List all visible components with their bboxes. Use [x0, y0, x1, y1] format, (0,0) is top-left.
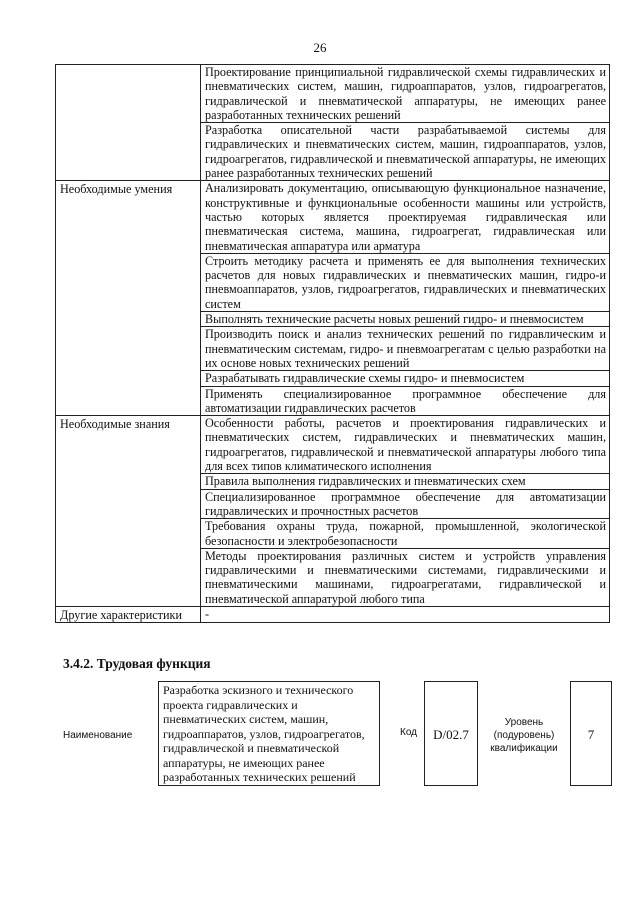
level-label-line-1: Уровень [504, 717, 544, 728]
row-label: Необходимые умения [56, 181, 201, 416]
table-row [56, 181, 610, 253]
table-row [56, 606, 610, 622]
row-item: Разрабатывать гидравлические схемы гидро- и пневмосистем [201, 371, 610, 386]
level-label-line-2: (подуровень) [493, 730, 555, 741]
skills-table [55, 64, 610, 623]
code-label: Код [400, 727, 418, 738]
section-title: 3.4.2. Трудовая функция [63, 656, 211, 671]
table-row [56, 65, 610, 123]
page-number: 26 [313, 40, 327, 55]
row-item: Выполнять технические расчеты новых решений гидро- и пневмосистем [201, 312, 610, 327]
name-label: Наименование [63, 730, 133, 741]
table-row [56, 416, 610, 474]
row-item: Строить методику расчета и применять ее для выполнения технических расчетов для новых гидравлических и пневматических машин, гидро-и пневмоаппаратов, узлов, гидроагрегатов, гидравлических и пневматических систем [201, 253, 610, 311]
function-name: Разработка эскизного и технического проекта гидравлических и пневматических систем, машин, гидроаппаратов, узлов, гидроагрегатов, гидравлической и пневматической аппаратуры, не имеющих ранее разработанных технических решений [158, 681, 380, 786]
row-item: Применять специализированное программное обеспечение для автоматизации гидравлических расчетов [201, 386, 610, 416]
row-label: Другие характеристики [56, 606, 201, 622]
row-item: Особенности работы, расчетов и проектирования гидравлических и пневматических систем, гидравлических и пневматических машин, гидроагрегатов, гидравлической и пневматической аппаратуры любого типа для всех типов климатического исполнения [201, 416, 610, 474]
function-code: D/02.7 [424, 681, 478, 786]
row-label [56, 65, 201, 181]
row-label: Необходимые знания [56, 416, 201, 607]
qualification-level: 7 [570, 681, 612, 786]
row-item: Анализировать документацию, описывающую функциональное назначение, конструктивные и функциональные особенности машины или устройств, частью которых является проектируемая гидравлическая или пневматическая система, машина, гидроагрегат, гидравлическая или пневматическая аппаратура или арматура [201, 181, 610, 253]
row-item: Производить поиск и анализ технических решений по гидравлическим и пневматическим системам, гидро- и пневмоагрегатам с целью разработки на их основе новых технических решений [201, 327, 610, 371]
row-item: Требования охраны труда, пожарной, промышленной, экологической безопасности и электробезопасности [201, 519, 610, 549]
row-item: - [201, 606, 610, 622]
row-item: Специализированное программное обеспечение для автоматизации гидравлических и прочностных расчетов [201, 489, 610, 519]
row-item: Проектирование принципиальной гидравлической схемы гидравлических и пневматических систем, машин, гидроаппаратов, узлов, гидроагрегатов, гидравлической и пневматической аппаратуры, не имеющих ранее разработанных технических решений [201, 65, 610, 123]
row-item: Методы проектирования различных систем и устройств управления гидравлическими и пневматическими системами, гидравлическими и пневматическими машинами, гидроагрегатами, гидравлической и пневматической аппаратурой любого типа [201, 548, 610, 606]
level-label-line-3: квалификации [490, 743, 558, 754]
level-label [486, 716, 562, 755]
row-item: Правила выполнения гидравлических и пневматических схем [201, 474, 610, 489]
row-item: Разработка описательной части разрабатываемой системы для гидравлических и пневматических систем, машин, гидроаппаратов, узлов, гидроагрегатов, гидравлической и пневматической аппаратуры, не имеющих ранее разработанных технических решений [201, 123, 610, 181]
